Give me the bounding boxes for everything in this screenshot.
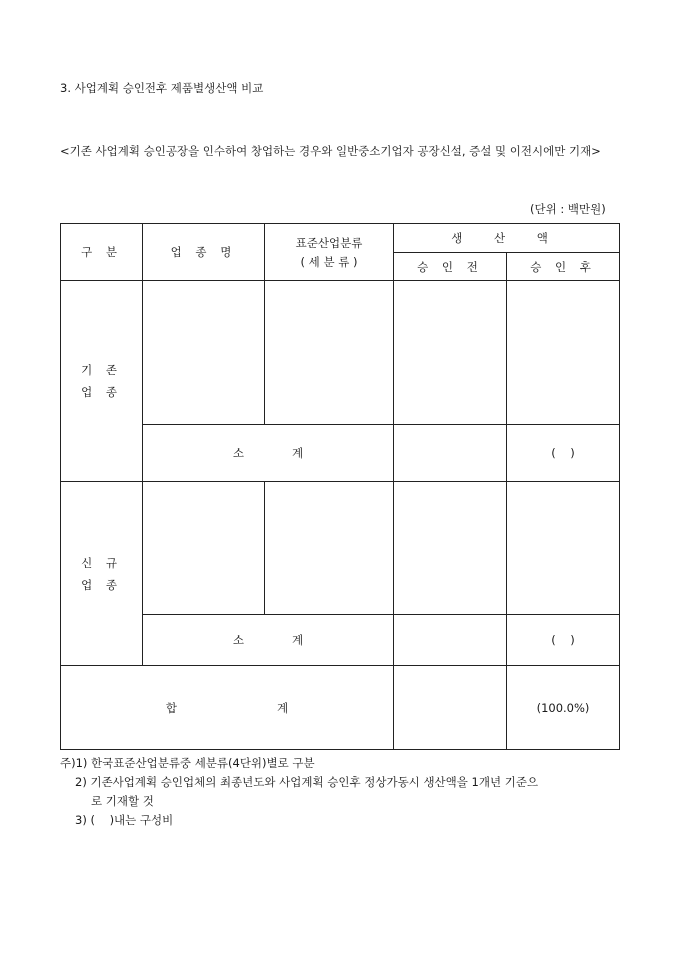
note-2-cont: 로 기재할 것 [91,794,154,808]
intro-text: <기존 사업계획 승인공장을 인수하여 창업하는 경우와 일반중소기업자 공장신설, 증설 및 이전시에만 기재> [60,144,601,158]
existing-after-cell[interactable] [507,281,620,425]
existing-subtotal-before[interactable] [394,425,507,482]
new-label-line2: 업 종 [81,577,122,592]
new-name-cell[interactable] [143,482,265,615]
note-2: 2) 기존사업계획 승인업체의 최종년도와 사업계획 승인후 정상가동시 생산액을 1개년 기준으 [75,775,539,789]
new-subtotal-after[interactable]: ( ) [507,615,620,666]
new-label [61,482,143,666]
total-after[interactable]: (100.0%) [507,666,620,750]
section-title: 3. 사업계획 승인전후 제품별생산액 비교 [60,81,264,95]
total-label: 합 계 [61,666,394,750]
header-industry-name: 업 종 명 [143,224,265,281]
total-before[interactable] [394,666,507,750]
new-subtotal-before[interactable] [394,615,507,666]
new-subtotal-label: 소 계 [143,615,394,666]
new-after-cell[interactable] [507,482,620,615]
existing-subtotal-after[interactable]: ( ) [507,425,620,482]
new-before-cell[interactable] [394,482,507,615]
header-production: 생 산 액 [394,224,620,253]
new-label-line1: 신 규 [81,555,122,570]
header-after: 승 인 후 [507,253,620,281]
header-classification-line1: 표준산업분류 [295,235,363,250]
existing-name-cell[interactable] [143,281,265,425]
unit-label: (단위 : 백만원) [530,202,606,216]
new-classification-cell[interactable] [265,482,394,615]
header-classification [265,224,394,281]
notes [60,754,538,830]
header-classification-line2: ( 세 분 류 ) [300,254,358,269]
note-1: 주)1) 한국표준산업분류중 세분류(4단위)별로 구분 [60,756,315,770]
existing-classification-cell[interactable] [265,281,394,425]
production-table [60,223,620,750]
existing-label-line1: 기 존 [81,363,122,377]
header-category: 구 분 [61,224,143,281]
existing-subtotal-label: 소 계 [143,425,394,482]
existing-label-line2: 업 종 [81,385,122,399]
header-before: 승 인 전 [394,253,507,281]
existing-label [61,281,143,482]
existing-before-cell[interactable] [394,281,507,425]
note-3: 3) ( )내는 구성비 [75,813,174,827]
